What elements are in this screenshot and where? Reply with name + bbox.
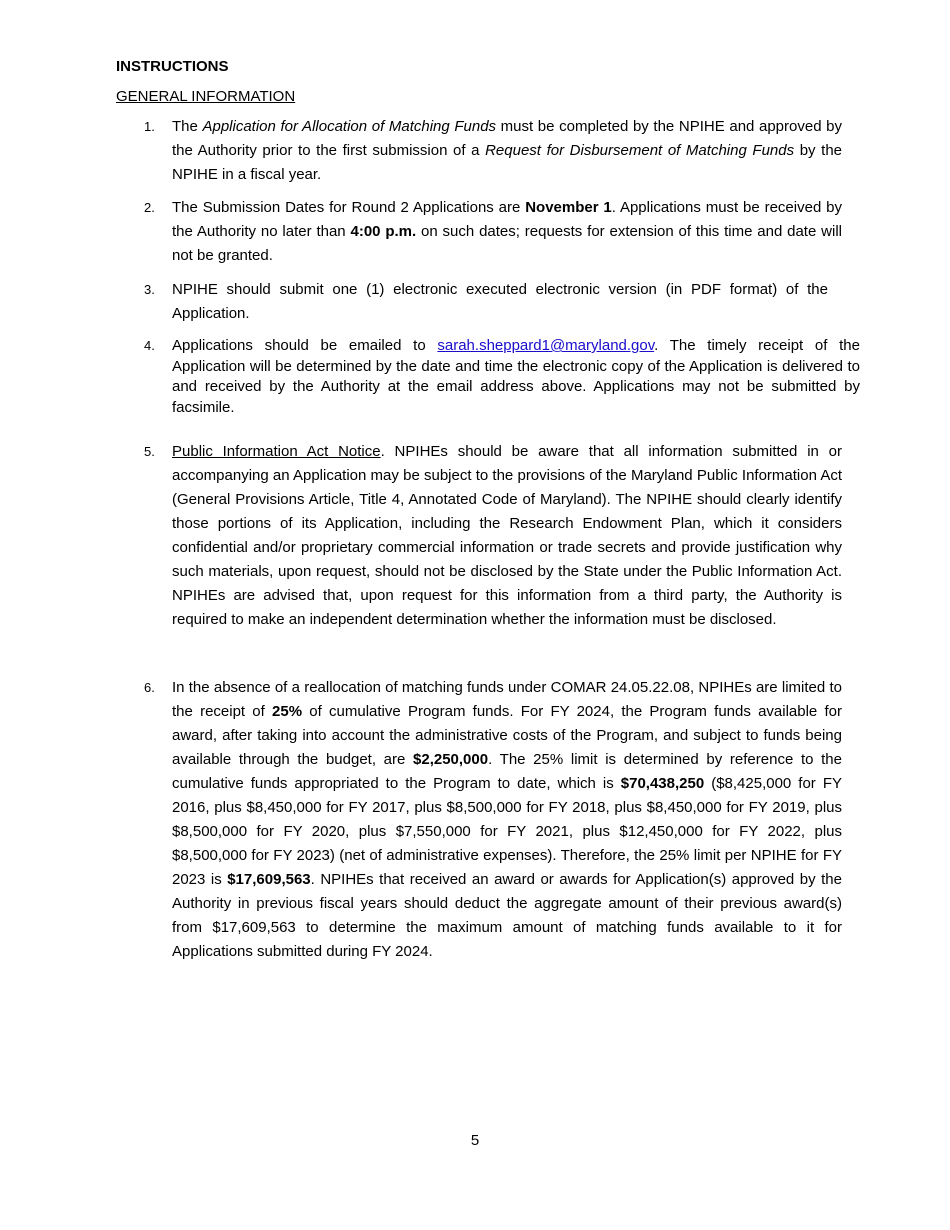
item-bold-text: 25%	[272, 703, 303, 720]
item-text: . NPIHEs should be aware that all information submitted in or accompanying an Application may be subject to the provisions of the Maryland Public Information Act (General Provisions Article, Title 4, Annotated Code of Maryland). The NPIHE should clearly identify those portions of its Application, including the Research Endowment Plan, which it considers confidential and/or proprietary commercial information or trade secrets and provide justification why such materials, upon request, should not be disclosed by the State under the Public Information Act. NPIHEs are advised that, upon request for this information from a third party, the Authority is required to make an independent determination whether the information must be disclosed.	[172, 443, 842, 628]
item-bold-text: $70,438,250	[620, 775, 705, 792]
list-item-1	[144, 115, 843, 187]
item-text: The	[172, 118, 203, 135]
section-heading: GENERAL INFORMATION	[116, 88, 296, 105]
item-number: 4.	[144, 338, 155, 353]
item-number: 6.	[144, 680, 155, 695]
item-italic-text: Request for Disbursement of Matching Funds	[485, 142, 795, 159]
item-italic-text: Application for Allocation of Matching Funds	[202, 118, 497, 135]
item-number: 5.	[144, 444, 155, 459]
item-text: of cumulative Program funds. For FY 2024, the Program funds available for award, after taking into account the administrative costs of the Program, and subject to funds being available through the budget, are	[172, 703, 842, 768]
item-number: 2.	[144, 200, 155, 215]
item-bold-text: 4:00 p.m.	[350, 223, 417, 240]
item-bold-text: $2,250,000	[413, 751, 489, 768]
item-text: In the absence of a reallocation of matching funds under COMAR 24.05.22.08, NPIHEs are limited to the receipt of	[172, 679, 842, 720]
item-text: on such dates; requests for extension of this time and date will not be granted.	[172, 223, 842, 264]
list-item-3	[144, 278, 828, 326]
email-link[interactable]: sarah.sheppard1@maryland.gov	[437, 337, 655, 354]
item-text: ($8,425,000 for FY 2016, plus $8,450,000 for FY 2017, plus $8,500,000 for FY 2018, plus $8,450,000 for FY 2019, plus $8,500,000 for FY 2020, plus $7,550,000 for FY 2021, plus $12,450,000 for FY 2022, plus $8,500,000 for FY 2023) (net of administrative expenses). Therefore, the 25% limit per NPIHE for FY 2023 is	[172, 775, 842, 888]
item-text: NPIHE should submit one (1) electronic executed electronic version (in PDF format) of the Application.	[172, 281, 828, 322]
item-text: by the NPIHE in a fiscal year.	[172, 142, 843, 183]
item-text: . The 25% limit is determined by reference to the cumulative funds appropriated to the Program to date, which is	[172, 751, 842, 792]
item-text: must be completed by the NPIHE and approved by the Authority prior to the first submission of a	[172, 118, 843, 159]
item-text: The Submission Dates for Round 2 Applications are	[172, 199, 526, 216]
list-item-6	[144, 676, 842, 964]
item-number: 3.	[144, 282, 155, 297]
item-text: Applications should be emailed to	[172, 337, 438, 354]
list-item-2	[144, 196, 842, 268]
item-underlined-text: Public Information Act Notice	[172, 443, 381, 460]
item-number: 1.	[144, 119, 155, 134]
page-title: INSTRUCTIONS	[116, 58, 229, 75]
list-item-4	[144, 336, 860, 419]
item-text: . NPIHEs that received an award or awards for Application(s) approved by the Authority in previous fiscal years should deduct the aggregate amount of their previous award(s) from $17,609,563 to determine the maximum amount of matching funds available to it for Applications submitted during FY 2024.	[172, 871, 842, 960]
item-bold-text: $17,609,563	[227, 871, 311, 888]
list-item-5	[144, 440, 842, 632]
item-bold-text: November 1	[525, 199, 612, 216]
item-text: . The timely receipt of the Application will be determined by the date and time the electronic copy of the Application is delivered to and received by the Authority at the email address above. Applications may not be submitted by facsimile.	[172, 337, 860, 417]
page-number: 5	[470, 1132, 480, 1149]
item-text: . Applications must be received by the Authority no later than	[172, 199, 842, 240]
